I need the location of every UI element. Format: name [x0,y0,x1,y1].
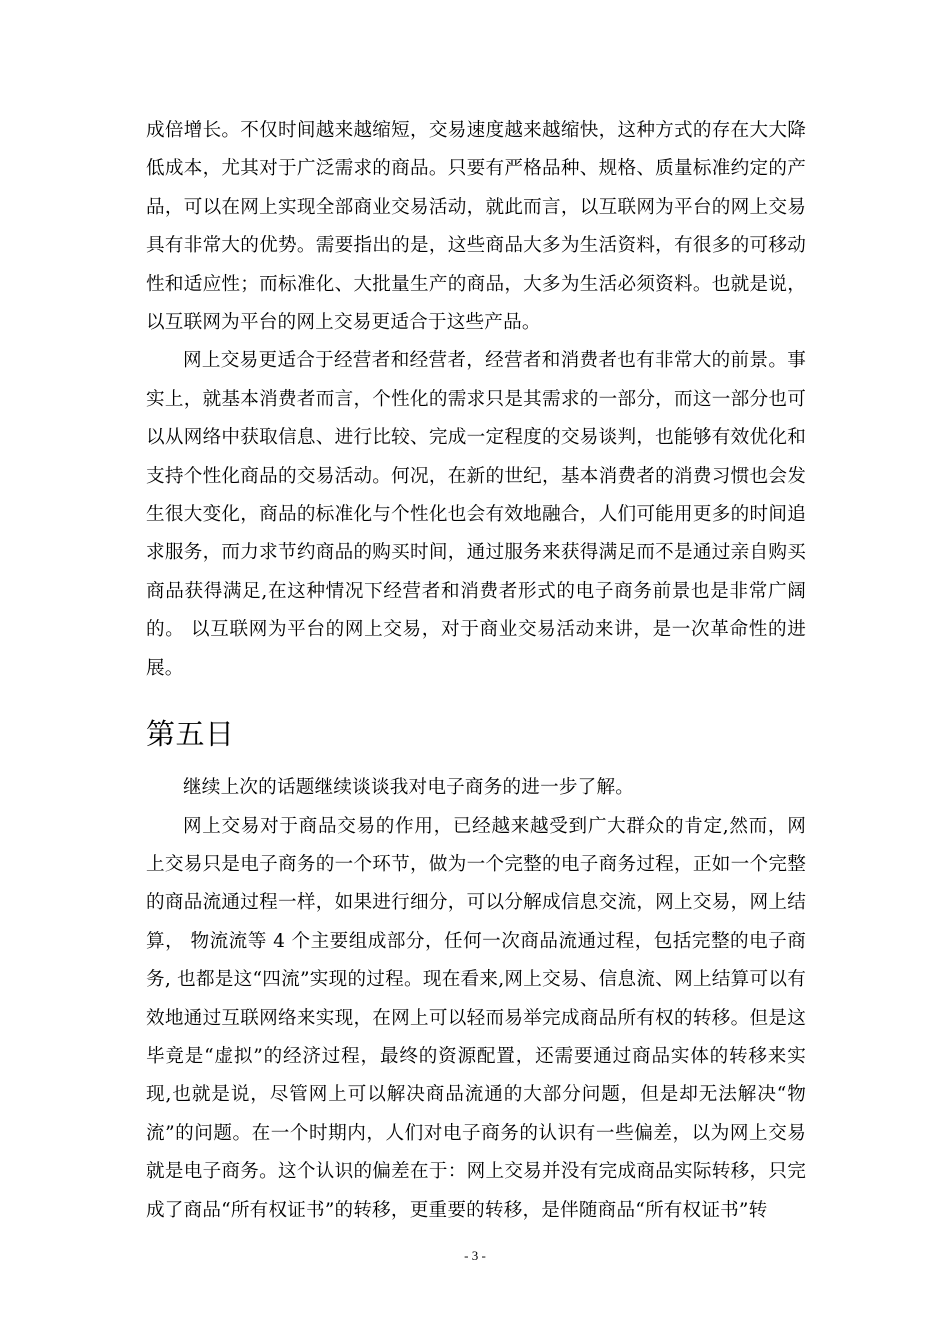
paragraph-four-flows: 网上交易对于商品交易的作用，已经越来越受到广大群众的肯定,然而，网上交易只是电子商务的一个环节，做为一个完整的电子商务过程，正如一个完整的商品流通过程一样，如果进行细分，可以分解成信息交流，网上交易，网上结算， 物流流等 4 个主要组成部分，任何一次商品流通过程，包括完整的电子商务, 也都是这“四流”实现的过程。现在看来,网上交易、信息流、网上结算可以有效地通过互联网络来实现，在网上可以轻而易举完成商品所有权的转移。但是这毕竟是“虚拟”的经济过程，最终的资源配置，还需要通过商品实体的转移来实现,也就是说，尽管网上可以解决商品流通的大部分问题，但是却无法解决“物流”的问题。在一个时期内，人们对电子商务的认识有一些偏差，以为网上交易就是电子商务。这个认识的偏差在于：网上交易并没有完成商品实际转移，只完成了商品“所有权证书”的转移，更重要的转移，是伴随商品“所有权证书”转 [146,815,806,1221]
paragraph-online-trade-prospects: 网上交易更适合于经营者和经营者，经营者和消费者也有非常大的前景。事实上，就基本消费者而言，个性化的需求只是其需求的一部分，而这一部分也可以从网络中获取信息、进行比较、完成一定程度的交易谈判，也能够有效优化和支持个性化商品的交易活动。何况，在新的世纪，基本消费者的消费习惯也会发生很大变化，商品的标准化与个性化也会有效地融合，人们可能用更多的时间追求服务，而力求节约商品的购买时间，通过服务来获得满足而不是通过亲自购买商品获得满足,在这种情况下经营者和消费者形式的电子商务前景也是非常广阔的。 以互联网为平台的网上交易，对于商业交易活动来讲，是一次革命性的进展。 [146,350,806,679]
paragraph-intro: 继续上次的话题继续谈谈我对电子商务的进一步了解。 [183,777,635,799]
section-title: 第五日 [146,717,235,752]
paragraph-continued: 成倍增长。不仅时间越来越缩短，交易速度越来越缩快，这种方式的存在大大降低成本，尤其对于广泛需求的商品。只要有严格品种、规格、质量标准约定的产品，可以在网上实现全部商业交易活动，就此而言，以互联网为平台的网上交易具有非常大的优势。需要指出的是，这些商品大多为生活资料，有很多的可移动性和适应性；而标准化、大批量生产的商品，大多为生活必须资料。也就是说，以互联网为平台的网上交易更适合于这些产品。 [146,120,806,334]
document-page [146,112,806,1230]
page-number: - 3 - [464,1248,486,1263]
